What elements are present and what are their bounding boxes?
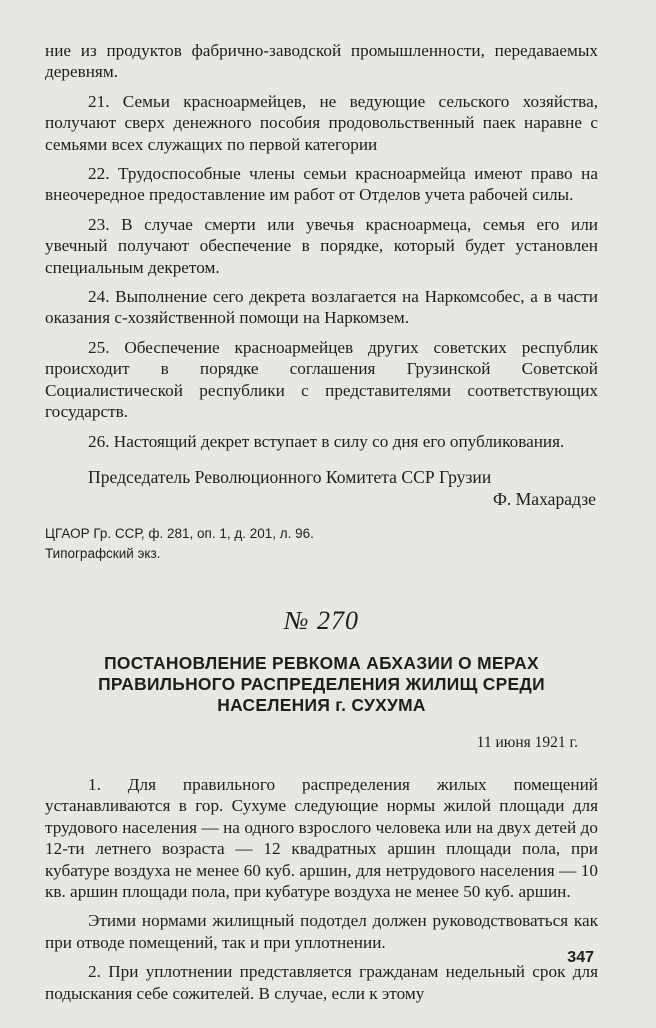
paragraph-continuation: ние из продуктов фабрично-заводской промышленности, передаваемых деревням. [45, 41, 598, 82]
document-date: 11 июня 1921 г. [476, 733, 578, 751]
decree-paragraph-2: 2. При уплотнении представляется гражданам недельный срок для подыскания себе сожителей. В случае, если к этому [45, 962, 598, 1003]
paragraph-25: 25. Обеспечение красноармейцев других советских республик происходит в порядке соглашения Грузинской Советской Социалистической республики с представителями соответствующих государств. [45, 337, 598, 422]
document-body [45, 774, 598, 1004]
archive-source [45, 524, 598, 564]
decree-paragraph-norms: Этими нормами жилищный подотдел должен руководствоваться как при отводе помещений, так и при уплотнении. [45, 911, 598, 952]
paragraph-26: 26. Настоящий декрет вступает в силу со дня его опубликования. [88, 431, 565, 451]
signature-block [45, 466, 598, 510]
decree-paragraph-1: 1. Для правильного распределения жилых помещений устанавливаются в гор. Сухуме следующие нормы жилой площади для трудового населения — на одного взрослого человека или на двух детей до 12-ти летнего возраста — 12 квадратных аршин площади пола, при кубатуре воздуха не менее 60 куб. аршин, для нетрудового населения — 10 кв. аршин площади пола, при кубатуре воздуха не менее 50 куб. аршин. [45, 774, 598, 901]
paragraph-24: 24. Выполнение сего декрета возлагается на Наркомсобес, а в части оказания с-хозяйственной помощи на Наркомзем. [45, 287, 598, 328]
paragraph-21: 21. Семьи красноармейцев, не ведующие сельского хозяйства, получают сверх денежного пособия продовольственный паек наравне с семьями всех служащих по первой категории [45, 91, 598, 154]
archive-reference: ЦГАОР Гр. ССР, ф. 281, оп. 1, д. 201, л. 96. [45, 525, 314, 541]
signatory-position: Председатель Революционного Комитета ССР Грузии [88, 466, 492, 487]
paragraph-22: 22. Трудоспособные члены семьи красноармейца имеют право на внеочередное предоставление им работ от Отделов учета рабочей силы. [45, 164, 598, 205]
copy-type: Типографский экз. [45, 545, 161, 561]
document-page [45, 40, 598, 1012]
document-number: № 270 [283, 605, 359, 635]
paragraph-23: 23. В случае смерти или увечья красноармеца, семья его или увечный получают обеспечение в порядке, который будет установлен специальным декретом. [45, 214, 598, 277]
document-title: ПОСТАНОВЛЕНИЕ РЕВКОМА АБХАЗИИ О МЕРАХ ПРАВИЛЬНОГО РАСПРЕДЕЛЕНИЯ ЖИЛИЩ СРЕДИ НАСЕЛЕНИЯ г. СУХУМА [98, 652, 545, 715]
page-number: 347 [567, 949, 594, 966]
signatory-name: Ф. Махарадзе [492, 488, 596, 509]
